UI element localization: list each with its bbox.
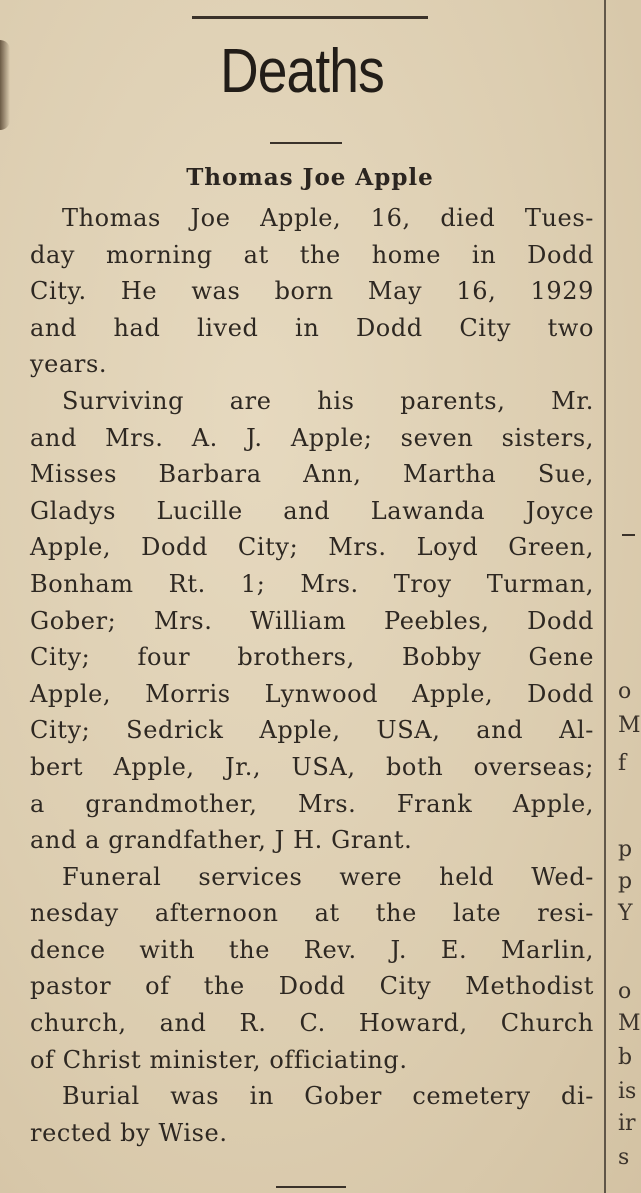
adjacent-column-fragment: M: [618, 713, 641, 738]
adjacent-column-fragment: s: [618, 1145, 630, 1170]
obituary-line: Apple, Dodd City; Mrs. Loyd Green,: [30, 533, 594, 562]
obituary-line: Surviving are his parents, Mr.: [62, 386, 594, 415]
obituary-line: dence with the Rev. J. E. Marlin,: [30, 935, 594, 964]
obituary-line: Apple, Morris Lynwood Apple, Dodd: [30, 679, 594, 708]
obituary-line: Thomas Joe Apple, 16, died Tues-: [62, 204, 594, 232]
obituary-line: rected by Wise.: [30, 1118, 228, 1147]
adjacent-column-fragment: f: [618, 751, 627, 776]
obituary-line: Misses Barbara Ann, Martha Sue,: [30, 460, 594, 489]
obituary-line: pastor of the Dodd City Methodist: [30, 972, 594, 1001]
adjacent-column-fragment: ir: [618, 1111, 636, 1136]
adjacent-column-fragment: o: [618, 979, 632, 1004]
obituary-name: Thomas Joe Apple: [186, 164, 434, 191]
obituary-line: nesday afternoon at the late resi-: [30, 899, 594, 928]
adjacent-column-fragment: o: [618, 679, 632, 704]
obituary-line: years.: [30, 350, 108, 379]
adjacent-column-fragment: b: [618, 1045, 633, 1070]
headline-divider: [270, 142, 342, 144]
adjacent-column-fragment: p: [618, 837, 633, 862]
adjacent-column-fragment: is: [618, 1079, 637, 1104]
obituary-line: bert Apple, Jr., USA, both overseas;: [30, 752, 594, 781]
obituary-line: day morning at the home in Dodd: [30, 240, 594, 269]
page-edge-shadow: [0, 40, 10, 130]
obituary-line: City; Sedrick Apple, USA, and Al-: [30, 716, 594, 745]
adjacent-column-fragment: Y: [618, 901, 633, 926]
obituary-line: City. He was born May 16, 1929: [30, 277, 594, 306]
adjacent-column: [618, 0, 641, 1193]
obituary-line: and a grandfather, J H. Grant.: [30, 826, 413, 855]
adjacent-column-fragment: p: [618, 869, 633, 894]
adjacent-column-dash: [622, 534, 635, 536]
obituary-line: Bonham Rt. 1; Mrs. Troy Turman,: [30, 569, 594, 598]
column-rule: [604, 0, 606, 1193]
obituary-line: and Mrs. A. J. Apple; seven sisters,: [30, 423, 594, 452]
top-rule: [192, 16, 428, 19]
obituary-line: and had lived in Dodd City two: [30, 313, 594, 342]
obituary-line: Funeral services were held Wed-: [62, 862, 594, 891]
obituary-line: a grandmother, Mrs. Frank Apple,: [30, 789, 594, 818]
obituary-line: of Christ minister, officiating.: [30, 1045, 408, 1074]
obituary-line: church, and R. C. Howard, Church: [30, 1009, 594, 1038]
adjacent-column-fragment: M: [618, 1011, 641, 1036]
obituary-body: [30, 200, 594, 1151]
obituary-line: Gladys Lucille and Lawanda Joyce: [30, 496, 594, 525]
obituary-line: Burial was in Gober cemetery di-: [62, 1082, 594, 1111]
bottom-divider: [276, 1186, 346, 1188]
section-headline: Deaths: [220, 37, 384, 106]
obituary-line: City; four brothers, Bobby Gene: [30, 643, 594, 672]
obituary-line: Gober; Mrs. William Peebles, Dodd: [30, 606, 594, 635]
